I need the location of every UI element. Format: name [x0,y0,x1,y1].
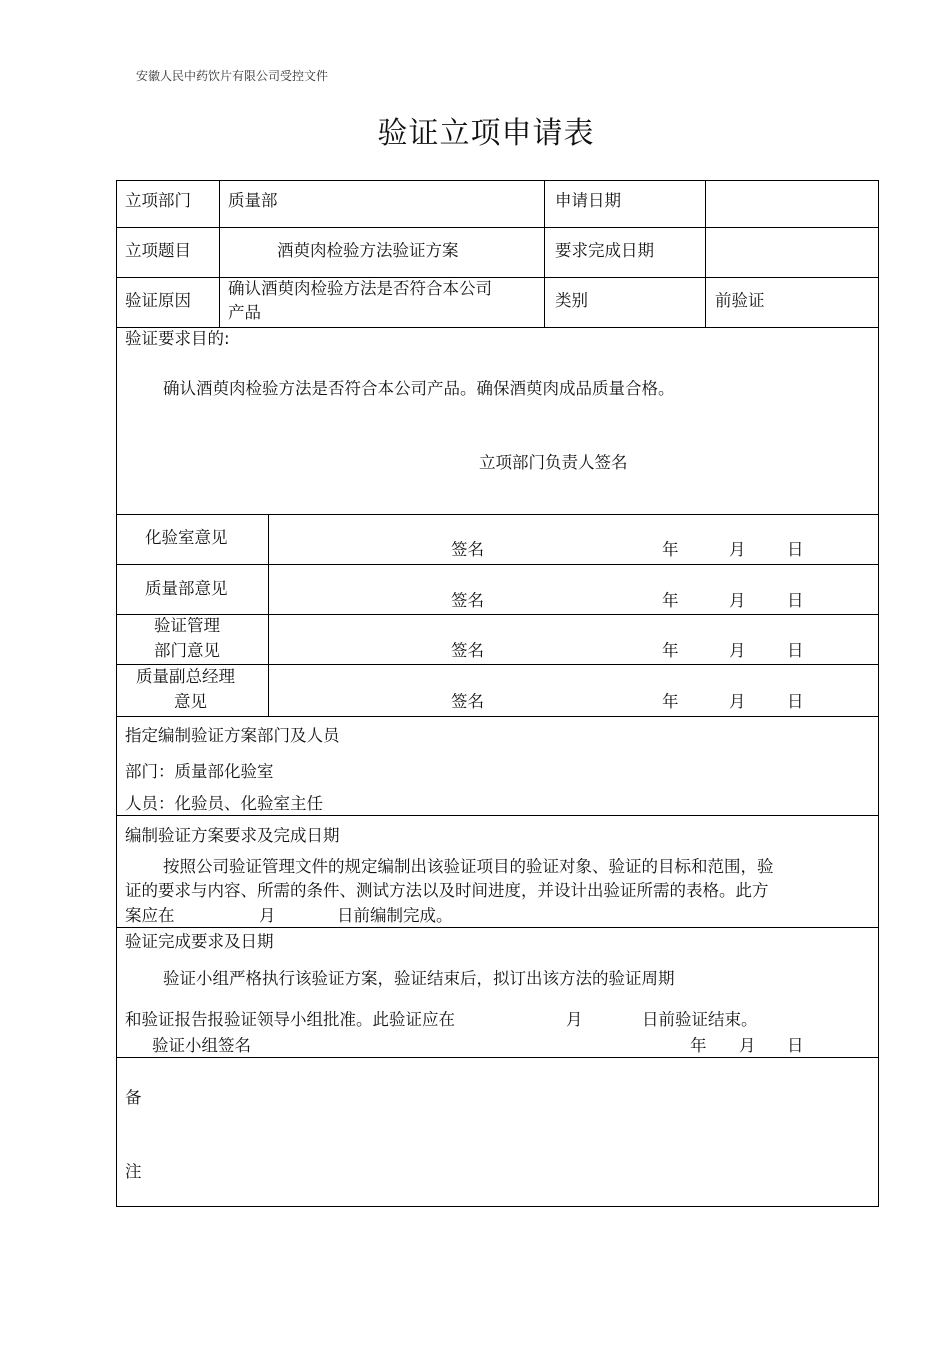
reason-label: 验证原因 [125,291,191,310]
dept-head-sign-label: 立项部门负责人签名 [479,453,628,472]
topic-value: 酒萸肉检验方法验证方案 [277,241,459,260]
quality-opinion-label: 质量部意见 [145,579,228,598]
vm-opinion-label-line2: 部门意见 [154,641,220,660]
vp-year: 年 [662,692,679,711]
remarks-char-2: 注 [125,1162,142,1181]
lab-month: 月 [729,540,746,559]
vm-year: 年 [662,641,679,660]
vm-sign-label: 签名 [451,641,484,660]
topic-label: 立项题目 [125,241,191,260]
complete-line2-b: 月 [566,1010,583,1029]
dept-label: 立项部门 [125,191,191,210]
purpose-text: 确认酒萸肉检验方法是否符合本公司产品。确保酒萸肉成品质量合格。 [163,379,675,398]
complete-line2-c: 日前验证结束。 [642,1010,758,1029]
team-year: 年 [690,1036,707,1055]
vp-opinion-label-line2: 意见 [174,692,207,711]
purpose-label: 验证要求目的: [125,329,230,348]
assign-dept: 部门：质量部化验室 [125,762,274,781]
prepare-line3-c: 日前编制完成。 [337,906,453,925]
assign-title: 指定编制验证方案部门及人员 [125,726,340,745]
quality-sign-label: 签名 [451,591,484,610]
due-date-label: 要求完成日期 [555,241,654,260]
lab-opinion-label: 化验室意见 [145,528,228,547]
complete-line2-a: 和验证报告报验证领导小组批准。此验证应在 [125,1010,455,1029]
complete-title: 验证完成要求及日期 [125,932,274,951]
team-day: 日 [787,1036,804,1055]
company-note: 安徽人民中药饮片有限公司受控文件 [136,69,329,83]
vp-day: 日 [787,692,804,711]
reason-value-line2: 产品 [228,303,261,322]
vp-sign-label: 签名 [451,692,484,711]
quality-month: 月 [729,591,746,610]
reason-value-line1: 确认酒萸肉检验方法是否符合本公司 [228,279,492,298]
apply-date-label: 申请日期 [555,191,621,210]
page-title: 验证立项申请表 [377,116,595,151]
complete-line1: 验证小组严格执行该验证方案，验证结束后，拟订出该方法的验证周期 [163,969,675,988]
lab-year: 年 [662,540,679,559]
category-label: 类别 [555,291,588,310]
category-value: 前验证 [715,291,765,310]
dept-value: 质量部 [228,191,278,210]
prepare-line3-b: 月 [259,906,276,925]
assign-staff: 人员：化验员、化验室主任 [125,794,323,813]
vm-month: 月 [729,641,746,660]
team-month: 月 [739,1036,756,1055]
lab-sign-label: 签名 [451,540,484,559]
prepare-title: 编制验证方案要求及完成日期 [125,826,340,845]
vp-month: 月 [729,692,746,711]
vp-opinion-label-line1: 质量副总经理 [136,667,235,686]
prepare-line1: 按照公司验证管理文件的规定编制出该验证项目的验证对象、验证的目标和范围，验 [163,857,774,876]
vm-day: 日 [787,641,804,660]
vm-opinion-label-line1: 验证管理 [154,616,220,635]
prepare-line3-a: 案应在 [125,906,175,925]
quality-day: 日 [787,591,804,610]
remarks-char-1: 备 [125,1088,142,1107]
lab-day: 日 [787,540,804,559]
prepare-line2: 证的要求与内容、所需的条件、测试方法以及时间进度，并设计出验证所需的表格。此方 [125,881,769,900]
team-sign-label: 验证小组签名 [152,1036,251,1055]
quality-year: 年 [662,591,679,610]
